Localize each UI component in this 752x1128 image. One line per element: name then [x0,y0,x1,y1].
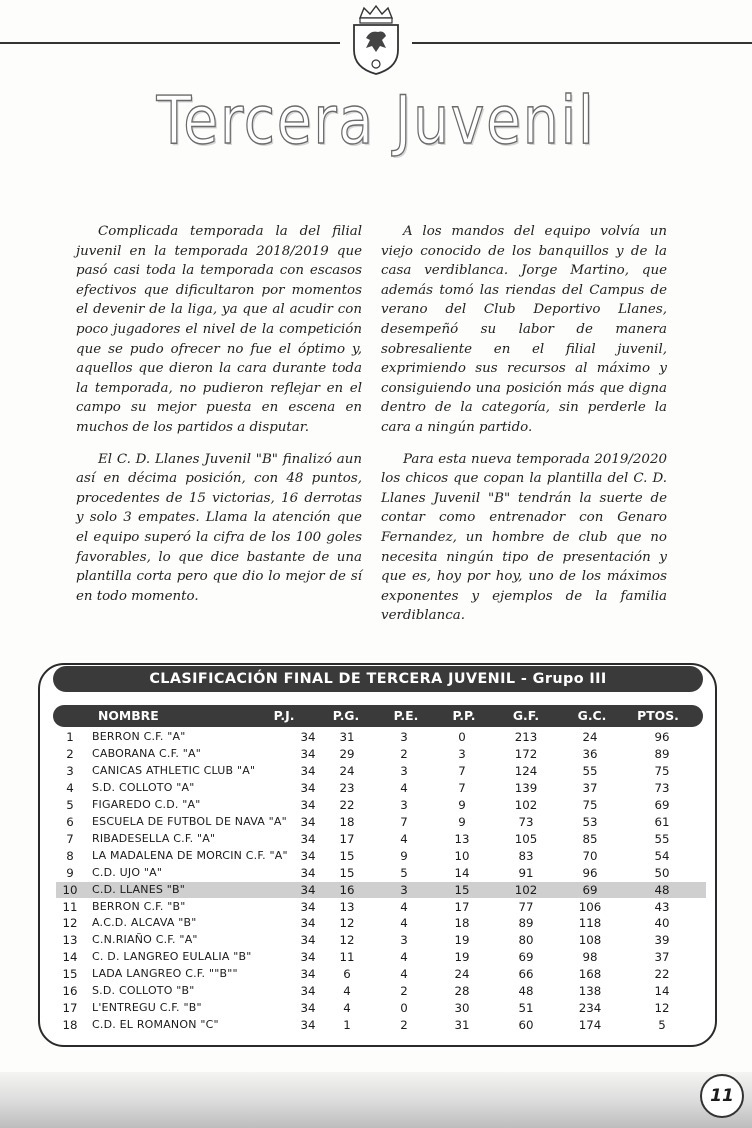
table-cell-pe: 4 [400,967,408,982]
table-cell-pp: 19 [454,933,470,948]
article-paragraph: Complicada temporada la del filial juvenil en la temporada 2018/2019 que pasó casi toda la temporada con escasos efectivos que dificultaron por momentos el devenir de la liga, ya que al acudir con poco jugadores el nivel de la competición que se pudo ofrecer no fue el óptimo y, aquellos que dieron la cara durante toda la temporada, no pudieron reflejar en el campo su mejor puesta en escena en muchos de los partidos a disputar. [76,224,362,435]
table-cell-pp: 13 [454,831,470,846]
table-cell-gc: 75 [582,797,598,812]
table-row [56,949,706,966]
table-cell-gc: 138 [578,984,602,999]
footer-bar [0,1072,752,1128]
table-cell-gc: 118 [578,916,602,931]
table-row [56,848,706,865]
article-paragraph: Para esta nueva temporada 2019/2020 los chicos que copan la plantilla del C. D. Llanes Juvenil "B" tendrán la suerte de contar como entrenador con Genaro Fernandez, un hombre de club que no necesita ningún tipo de presentación y que es, hoy por hoy, uno de los máximos exponentes y ejemplos de la familia verdiblanca. [381,451,667,624]
table-cell-pg: 16 [339,882,355,897]
table-cell-pg: 22 [339,797,355,812]
table-row [56,966,706,983]
table-row [56,899,706,916]
table-cell-pg: 13 [339,899,355,914]
table-cell-pj: 34 [300,967,316,982]
table-cell-gf: 48 [518,984,534,999]
table-cell-pts: 75 [654,763,670,778]
table-cell-gc: 234 [578,1001,602,1016]
table-cell-name: BERRON C.F. "A" [92,730,186,743]
table-cell-name: S.D. COLLOTO "A" [92,780,195,794]
top-rule-left [0,42,340,44]
article-paragraph: A los mandos del equipo volvía un viejo conocido de los banquillos y de la casa verdiblanca. Jorge Martino, que además tomó las riendas del Campus de verano del Club Deportivo Llanes, desempeñó su labor de manera sobresaliente en el filial juvenil, exprimiendo sus recursos al máximo y consiguiendo una posición más que digna dentro de la categoría, sin perderle la cara a ningún partido. [381,224,667,435]
table-cell-pe: 4 [400,950,408,965]
table-cell-pts: 37 [654,950,670,965]
table-cell-pos: 16 [62,984,78,999]
table-row [56,814,706,831]
page-title: Tercera Juvenil [156,82,596,159]
table-cell-gf: 91 [518,865,534,880]
table-cell-pos: 15 [62,967,78,982]
table-cell-pp: 30 [454,1001,470,1016]
table-cell-pj: 34 [300,797,316,812]
table-cell-pg: 17 [339,831,355,846]
table-row [56,983,706,1000]
table-cell-pj: 34 [300,814,316,829]
header-pp: P.P. [452,708,476,723]
table-cell-name: C.D. LLANES "B" [92,882,185,896]
table-cell-name: A.C.D. ALCAVA "B" [92,916,197,930]
table-row [56,797,706,814]
table-cell-pts: 73 [654,780,670,795]
table-cell-pts: 14 [654,984,670,999]
table-cell-pe: 2 [400,984,408,999]
table-cell-pg: 1 [343,1018,351,1033]
table-cell-pts: 5 [658,1018,666,1033]
table-cell-pos: 1 [66,730,74,744]
table-cell-pp: 7 [458,763,466,778]
table-cell-gf: 83 [518,848,534,863]
table-cell-gf: 60 [518,1018,534,1033]
table-cell-pj: 34 [300,984,316,999]
table-cell-pe: 9 [400,848,408,863]
table-cell-gf: 77 [518,899,534,914]
table-row [56,831,706,848]
table-row [56,1000,706,1017]
table-cell-pp: 15 [454,882,470,897]
table-cell-pj: 34 [300,831,316,846]
table-cell-gc: 96 [582,865,598,880]
table-cell-pj: 34 [300,763,316,778]
table-cell-pe: 2 [400,746,408,761]
table-cell-gf: 73 [518,814,534,829]
table-row [56,763,706,780]
table-cell-pos: 8 [66,848,74,863]
table-cell-name: S.D. COLLOTO "B" [92,984,195,998]
table-cell-gc: 108 [578,933,602,948]
table-cell-pp: 9 [458,814,466,829]
table-cell-pos: 7 [66,831,74,846]
table-cell-gc: 55 [582,763,598,778]
table-cell-pg: 31 [339,730,355,744]
table-cell-pj: 34 [300,730,316,744]
table-cell-pg: 6 [343,967,351,982]
table-cell-pts: 61 [654,814,670,829]
table-cell-gf: 105 [514,831,538,846]
club-crest-icon [346,4,406,76]
table-row [56,882,706,899]
table-cell-pts: 50 [654,865,670,880]
table-cell-pp: 18 [454,916,470,931]
table-cell-pp: 0 [458,730,466,744]
table-cell-pts: 12 [654,1001,670,1016]
table-cell-pts: 54 [654,848,670,863]
table-cell-pos: 5 [66,797,74,812]
table-cell-pe: 4 [400,899,408,914]
table-cell-gf: 69 [518,950,534,965]
table-cell-pp: 9 [458,797,466,812]
table-cell-gf: 51 [518,1001,534,1016]
table-cell-pe: 2 [400,1018,408,1033]
header-nombre: NOMBRE [98,708,159,723]
table-row [56,1017,706,1034]
table-cell-name: BERRON C.F. "B" [92,899,186,913]
table-cell-pp: 7 [458,780,466,795]
table-cell-name: CABORANA C.F. "A" [92,746,201,760]
table-cell-pe: 0 [400,1001,408,1016]
table-cell-gf: 213 [514,730,538,744]
table-cell-pj: 34 [300,865,316,880]
table-cell-pts: 48 [654,882,670,897]
table-cell-pts: 22 [654,967,670,982]
table-cell-pj: 34 [300,882,316,897]
table-cell-pp: 10 [454,848,470,863]
table-cell-pts: 69 [654,797,670,812]
table-cell-pos: 3 [66,763,74,778]
table-cell-name: RIBADESELLA C.F. "A" [92,831,216,845]
header-gc: G.C. [577,708,607,723]
article-paragraph: El C. D. Llanes Juvenil "B" finalizó aun así en décima posición, con 48 puntos, procedentes de 15 victorias, 16 derrotas y solo 3 empates. Llama la atención que el equipo superó la cifra de los 100 goles favorables, lo que dice bastante de una plantilla corta pero que dio lo mejor de sí en todo momento. [76,451,362,604]
table-cell-pts: 39 [654,933,670,948]
table-row [56,865,706,882]
table-row [56,780,706,797]
table-cell-name: ESCUELA DE FUTBOL DE NAVA "A" [92,814,287,828]
table-cell-gf: 102 [514,797,538,812]
table-cell-pos: 12 [62,916,78,931]
table-cell-pe: 3 [400,797,408,812]
table-cell-gf: 89 [518,916,534,931]
table-cell-name: C.D. EL ROMANON "C" [92,1018,219,1032]
table-cell-pg: 24 [339,763,355,778]
table-cell-pe: 4 [400,916,408,931]
table-cell-gf: 80 [518,933,534,948]
table-cell-pj: 34 [300,1001,316,1016]
table-cell-pp: 3 [458,746,466,761]
table-cell-pe: 3 [400,730,408,744]
table-cell-pp: 31 [454,1018,470,1033]
table-cell-pts: 96 [654,730,670,744]
table-cell-name: C.N.RIAÑO C.F. "A" [92,933,198,947]
table-cell-pts: 89 [654,746,670,761]
table-row [56,915,706,932]
table-cell-gf: 102 [514,882,538,897]
table-cell-pos: 2 [66,746,74,761]
table-cell-gf: 124 [514,763,538,778]
article-column-right [381,222,667,638]
table-cell-pe: 7 [400,814,408,829]
table-cell-pg: 4 [343,984,351,999]
table-cell-pg: 12 [339,933,355,948]
table-cell-pj: 34 [300,848,316,863]
table-cell-gc: 168 [578,967,602,982]
table-cell-name: LADA LANGREO C.F. ""B"" [92,967,238,981]
table-cell-pos: 9 [66,865,74,880]
table-cell-pos: 10 [62,882,78,897]
table-cell-name: C. D. LANGREO EULALIA "B" [92,950,252,964]
table-cell-gc: 37 [582,780,598,795]
table-cell-gf: 172 [514,746,538,761]
table-cell-pos: 13 [62,933,78,948]
table-row [56,932,706,949]
table-cell-pg: 29 [339,746,355,761]
table-cell-pos: 11 [62,899,78,914]
table-cell-pts: 40 [654,916,670,931]
table-cell-pos: 14 [62,950,78,965]
table-cell-gc: 36 [582,746,598,761]
table-cell-gf: 139 [514,780,538,795]
table-cell-gc: 106 [578,899,602,914]
table-cell-pp: 19 [454,950,470,965]
table-cell-pp: 24 [454,967,470,982]
table-cell-pg: 18 [339,814,355,829]
table-cell-pe: 5 [400,865,408,880]
table-cell-pos: 4 [66,780,74,795]
table-cell-pp: 28 [454,984,470,999]
table-row [56,729,706,746]
table-cell-gc: 70 [582,848,598,863]
table-cell-pj: 34 [300,950,316,965]
table-cell-pj: 34 [300,780,316,795]
table-cell-pj: 34 [300,1018,316,1033]
table-cell-pts: 43 [654,899,670,914]
article-column-left [76,222,362,618]
table-cell-pe: 3 [400,933,408,948]
table-cell-gc: 53 [582,814,598,829]
table-cell-pj: 34 [300,899,316,914]
table-row [56,746,706,763]
table-cell-name: L'ENTREGU C.F. "B" [92,1001,202,1015]
table-cell-pp: 17 [454,899,470,914]
table-cell-gc: 174 [578,1018,602,1033]
table-cell-pp: 14 [454,865,470,880]
table-cell-pg: 15 [339,848,355,863]
table-cell-name: CANICAS ATHLETIC CLUB "A" [92,763,256,777]
header-pe: P.E. [393,708,419,723]
table-cell-pe: 4 [400,831,408,846]
table-cell-pe: 3 [400,763,408,778]
table-cell-gc: 98 [582,950,598,965]
table-cell-pos: 6 [66,814,74,829]
table-cell-pos: 17 [62,1001,78,1016]
table-cell-gc: 69 [582,882,598,897]
top-rule-right [412,42,752,44]
header-pg: P.G. [332,708,360,723]
table-cell-name: FIGAREDO C.D. "A" [92,797,201,811]
table-cell-pj: 34 [300,746,316,761]
table-cell-name: C.D. UJO "A" [92,865,163,879]
table-cell-gf: 66 [518,967,534,982]
table-cell-gc: 24 [582,730,598,744]
header-gf: G.F. [512,708,540,723]
table-cell-pg: 23 [339,780,355,795]
header-ptos: PTOS. [637,708,679,723]
page-number: 11 [700,1074,744,1118]
table-cell-pg: 11 [339,950,355,965]
table-cell-pos: 18 [62,1018,78,1033]
table-cell-pe: 3 [400,882,408,897]
table-cell-pg: 4 [343,1001,351,1016]
table-cell-name: LA MADALENA DE MORCIN C.F. "A" [92,848,288,862]
header-pj: P.J. [273,708,295,723]
table-cell-pts: 55 [654,831,670,846]
table-cell-pg: 15 [339,865,355,880]
table-cell-pj: 34 [300,916,316,931]
table-cell-pj: 34 [300,933,316,948]
standings-table-title: CLASIFICACIÓN FINAL DE TERCERA JUVENIL - Grupo III [53,666,703,692]
table-cell-gc: 85 [582,831,598,846]
table-cell-pg: 12 [339,916,355,931]
table-cell-pe: 4 [400,780,408,795]
